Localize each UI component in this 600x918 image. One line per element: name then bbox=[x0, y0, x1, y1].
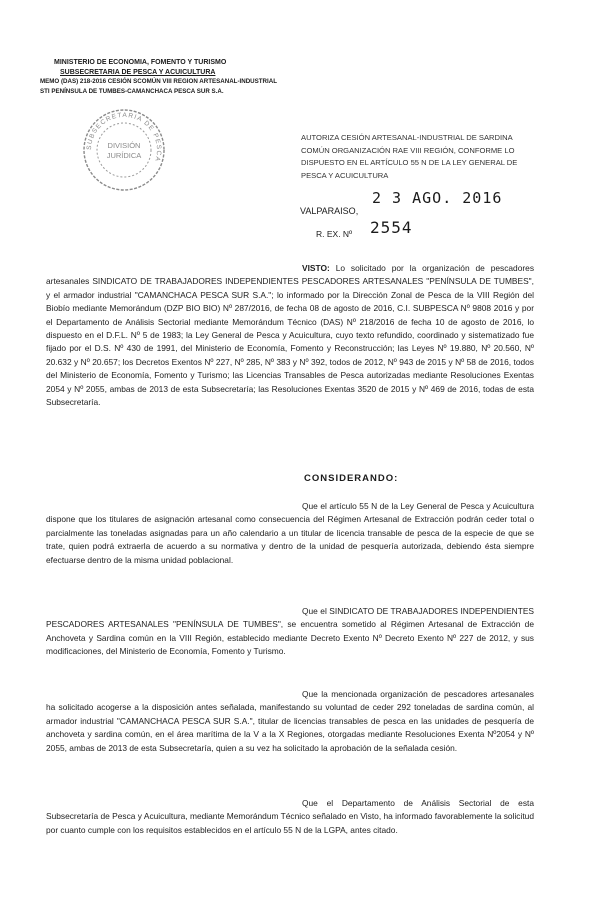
ministry-name: MINISTERIO DE ECONOMIA, FOMENTO Y TURISMO bbox=[54, 59, 227, 66]
resolution-number: 2554 bbox=[370, 218, 413, 237]
visto-paragraph bbox=[46, 262, 534, 409]
subsecretaria-name: SUBSECRETARIA DE PESCA Y ACUICULTURA bbox=[60, 68, 216, 76]
stamp-ring-text: SUBSECRETARIA DE PESCA bbox=[85, 111, 163, 163]
place-label: VALPARAISO, bbox=[300, 206, 359, 216]
considerando-1: Que el artículo 55 N de la Ley General de Pesca y Acuicultura dispone que los titulares de asignación artesanal como consecuencia del Régimen Artesanal de Extracción podrán ceder total o parcialmente las toneladas asignadas para un año calendario a un titular de licencia transable de pesca de la especie de que se trate, quien podrá extraerla de acuerdo a su normativa y dentro de la unidad de pesquería autorizada, debiendo ésta siempre efectuarse dentro de la misma unidad poblacional. bbox=[46, 501, 534, 565]
considerando-3: Que la mencionada organización de pescadores artesanales ha solicitado acogerse a la disposición antes señalada, manifestando su voluntad de ceder 292 toneladas de sardina común, al armador industrial "CAMANCHACA PESCA SUR S.A.", titular de licencias transables de pesca en las unidades de pesquería de anchoveta y sardina común, en el área marítima de la V a la X Regiones, otorgadas mediante Resoluciones Exenta Nº2054 y Nº 2055, ambas de 2013 de esta Subsecretaría, quien a su vez ha solicitado la aprobación de la señalada cesión. bbox=[46, 689, 534, 753]
memo-reference-line-1: MEMO (DAS) 218-2016 CESIÓN SCOMÚN VIII REGION ARTESANAL-INDUSTRIAL bbox=[40, 78, 277, 86]
visto-label: VISTO: bbox=[302, 263, 330, 273]
stamp-inner-line-1: DIVISIÓN bbox=[107, 141, 141, 150]
letterhead bbox=[40, 58, 360, 96]
visto-text: Lo solicitado por la organización de pescadores artesanales SINDICATO DE TRABAJADORES INDEPENDIENTES PESCADORES ARTESANALES "PENÍNSULA DE TUMBES", y el armador industrial "CAMANCHACA PESCA SUR S.A."; lo informado por la Dirección Zonal de Pesca de la VIII Región del Biobío mediante Memorándum (DZP BIO BIO) Nº 287/2016, de fecha 08 de agosto de 2016, C.I. SUBPESCA Nº 9808 2016 y por el Departamento de Análisis Sectorial mediante Memorándum Técnico (DAS) Nº 218/2016 de fecha 10 de agosto de 2016, lo dispuesto en el D.F.L. Nº 5 de 1983; la Ley General de Pesca y Acuicultura, cuyo texto refundido, coordinado y sistematizado fue fijado por el D.S. Nº 430 de 1991, del Ministerio de Economía, Fomento y Reconstrucción; las Leyes Nº 19.880, Nº 20.560, Nº 20.632 y Nº 20.657; los Decretos Exentos Nº 227, Nº 285, Nº 383 y Nº 392, todos de 2012, Nº 943 de 2015 y Nº 58 de 2016, todos del Ministerio de Economía, Fomento y Turismo; las Licencias Transables de Pesca autorizadas mediante Resoluciones Exentas 2054 y Nº 2055, ambas de 2013 de esta Subsecretaría; las Resoluciones Exentas 3520 de 2015 y Nº 469 de 2016, todas de esta Subsecretaría. bbox=[46, 263, 535, 408]
official-stamp bbox=[82, 108, 166, 192]
resolution-date: 2 3 AGO. 2016 bbox=[372, 189, 503, 207]
considerando-2: Que el SINDICATO DE TRABAJADORES INDEPENDIENTES PESCADORES ARTESANALES "PENÍNSULA DE TUMBES", se encuentra sometido al Régimen Artesanal de Extracción de Anchoveta y Sardina común en la VIII Región, establecido mediante Decreto Exento Nº Decreto Exento Nº 227 de 2012, y sus modificaciones, del Ministerio de Economía, Fomento y Turismo. bbox=[46, 606, 534, 657]
resolution-number-label: R. EX. Nº bbox=[316, 229, 353, 239]
memo-reference-line-2: STI PENÍNSULA DE TUMBES-CAMANCHACA PESCA SUR S.A. bbox=[40, 87, 224, 95]
considerando-heading: CONSIDERANDO: bbox=[304, 473, 399, 484]
considerando-4: Que el Departamento de Análisis Sectorial de esta Subsecretaría de Pesca y Acuicultura, mediante Memorándum Técnico señalado en Visto, ha informado favorablemente la solicitud por cuanto cumple con los requisitos establecidos en el artículo 55 N de la LGPA, antes citado. bbox=[46, 798, 534, 835]
stamp-inner-line-2: JURÍDICA bbox=[106, 151, 142, 160]
resolution-summary: AUTORIZA CESIÓN ARTESANAL-INDUSTRIAL DE SARDINA COMÚN ORGANIZACIÓN RAE VIII REGIÓN, CONFORME LO DISPUESTO EN EL ARTÍCULO 55 N DE LA LEY GENERAL DE PESCA Y ACUICULTURA bbox=[301, 133, 518, 180]
